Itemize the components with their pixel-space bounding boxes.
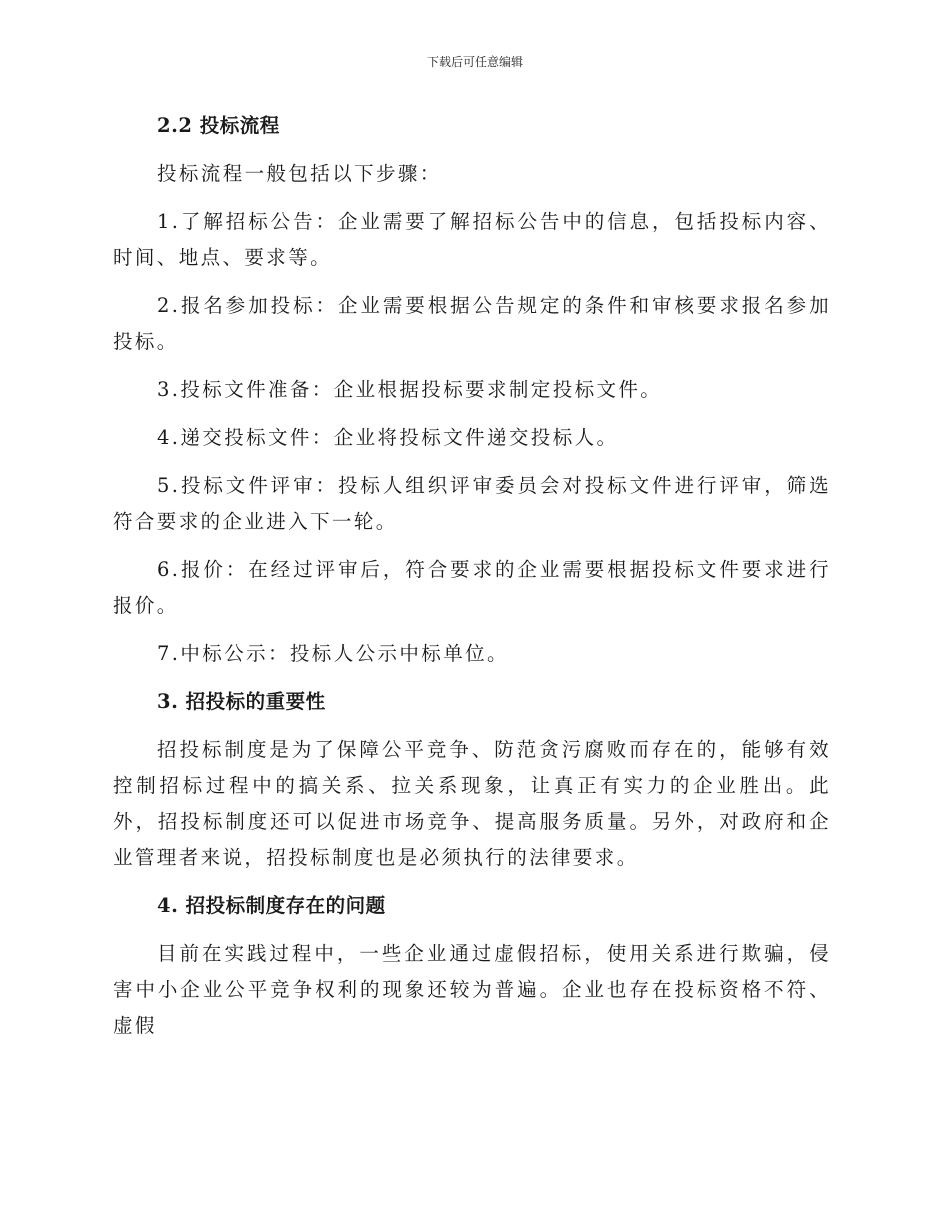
document-body <box>113 108 831 1056</box>
paragraph-step-3: 3.投标文件准备：企业根据投标要求制定投标文件。 <box>157 378 663 401</box>
section-heading-3: 3. 招投标的重要性 <box>157 690 326 713</box>
paragraph-intro: 投标流程一般包括以下步骤： <box>157 162 442 185</box>
paragraph-step-6: 6.报价：在经过评审后，符合要求的企业需要根据投标文件要求进行报价。 <box>113 558 831 617</box>
paragraph-step-5: 5.投标文件评审：投标人组织评审委员会对投标文件进行评审，筛选符合要求的企业进入下一轮。 <box>113 474 831 533</box>
paragraph-step-2: 2.报名参加投标：企业需要根据公告规定的条件和审核要求报名参加投标。 <box>113 294 831 353</box>
paragraph-step-1: 1.了解招标公告：企业需要了解招标公告中的信息，包括投标内容、时间、地点、要求等。 <box>113 210 831 269</box>
paragraph-problems: 目前在实践过程中，一些企业通过虚假招标，使用关系进行欺骗，侵害中小企业公平竞争权利的现象还较为普遍。企业也存在投标资格不符、虚假 <box>113 942 831 1037</box>
paragraph-step-7: 7.中标公示：投标人公示中标单位。 <box>157 642 509 665</box>
paragraph-importance: 招投标制度是为了保障公平竞争、防范贪污腐败而存在的，能够有效控制招标过程中的搞关系、拉关系现象，让真正有实力的企业胜出。此外，招投标制度还可以促进市场竞争、提高服务质量。另外，对政府和企业管理者来说，招投标制度也是必须执行的法律要求。 <box>113 738 831 869</box>
section-heading-2-2: 2.2 投标流程 <box>157 114 280 137</box>
paragraph-step-4: 4.递交投标文件：企业将投标文件递交投标人。 <box>157 426 619 449</box>
section-heading-4: 4. 招投标制度存在的问题 <box>157 894 386 917</box>
page-header: 下载后可任意编辑 <box>426 55 523 69</box>
